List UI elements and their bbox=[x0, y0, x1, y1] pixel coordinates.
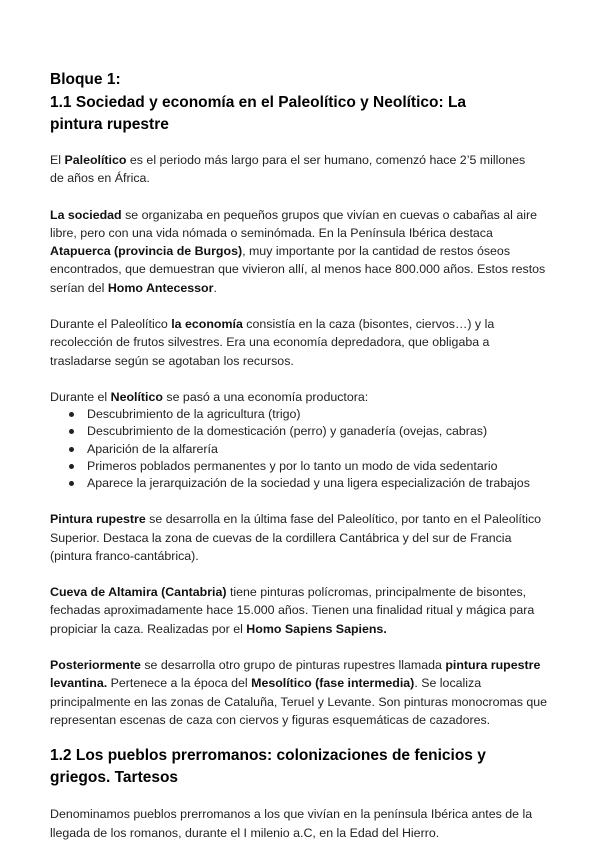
neolitico-list bbox=[50, 406, 550, 492]
list-item-text: Aparición de la alfarería bbox=[87, 441, 218, 456]
bullet-icon bbox=[69, 412, 74, 417]
bullet-icon bbox=[69, 481, 74, 486]
block-heading: Bloque 1: bbox=[50, 71, 121, 88]
text-run: se desarrolla otro grupo de pinturas rupestres llamada bbox=[140, 658, 446, 673]
bullet-icon bbox=[69, 447, 74, 452]
list-item bbox=[50, 441, 550, 458]
list-item-text: Descubrimiento de la domesticación (perro) y ganadería (ovejas, cabras) bbox=[87, 424, 488, 439]
text-run: consistía en la caza (bisontes, ciervos…) y la recolección de frutos silvestres. Era una economía depredadora, que obligaba a trasladarse según se agotaban los recursos. bbox=[50, 317, 495, 368]
text-run: Pertenece a la época del bbox=[107, 676, 252, 691]
list-item-text: Primeros poblados permanentes y por lo tanto un modo de vida sedentario bbox=[87, 458, 498, 473]
list-item-text: Aparece la jerarquización de la sociedad y una ligera especialización de trabajos bbox=[87, 476, 530, 491]
text-run: El bbox=[50, 153, 65, 167]
bold-term: Posteriormente bbox=[50, 658, 141, 673]
text-run: Durante el Paleolítico bbox=[50, 317, 172, 332]
section-2-heading: 1.2 Los pueblos prerromanos: colonizaciones de fenicios y griegos. Tartesos bbox=[50, 747, 486, 787]
text-run: . bbox=[213, 280, 217, 295]
bold-term: Homo Antecessor bbox=[107, 280, 214, 295]
bold-term: Pintura rupestre bbox=[50, 512, 146, 527]
bold-term: Cueva de Altamira (Cantabria) bbox=[50, 585, 227, 600]
list-item bbox=[50, 458, 550, 475]
paragraph-neolitico bbox=[50, 388, 550, 406]
list-item bbox=[50, 423, 550, 440]
bold-term: Neolítico bbox=[110, 389, 163, 404]
section-1-heading: 1.1 Sociedad y economía en el Paleolítico y Neolítico: La pintura rupestre bbox=[50, 94, 467, 133]
text-run: tiene pinturas polícromas, principalmente de bisontes, fechadas aproximadamente hace 15.000 años. Tienen una finalidad ritual y mágica para propiciar la caza. Realizadas por el bbox=[50, 585, 535, 636]
bold-term: Mesolítico (fase intermedia) bbox=[251, 676, 415, 691]
paragraph-pintura-rupestre bbox=[50, 510, 550, 565]
bold-term: La sociedad bbox=[50, 207, 122, 222]
bold-term: Atapuerca (provincia de Burgos) bbox=[50, 244, 243, 259]
text-run: . Se localiza principalmente en las zonas de Cataluña, Teruel y Levante. Son pinturas monocromas que representan escenas de caza con ciervos y figuras esquemáticas de cazadores. bbox=[50, 676, 548, 727]
bold-term: pintura rupestre levantina. bbox=[50, 658, 541, 691]
list-item bbox=[50, 475, 550, 492]
bullet-icon bbox=[69, 464, 74, 469]
bold-term: la economía bbox=[171, 317, 243, 332]
bold-term: Homo Sapiens Sapiens. bbox=[246, 621, 387, 636]
bold-term: Paleolítico bbox=[64, 153, 127, 167]
text-run: , muy importante por la cantidad de restos óseos encontrados, que demuestran que vivieron allí, al menos hace 800.000 años. Estos restos serían del bbox=[50, 244, 546, 295]
list-item bbox=[50, 406, 550, 423]
bullet-icon bbox=[69, 429, 74, 434]
list-item-text: Descubrimiento de la agricultura (trigo) bbox=[87, 407, 301, 422]
paragraph-prerromanos: Denominamos pueblos prerromanos a los que vivían en la península Ibérica antes de la llegada de los romanos, durante el I milenio a.C, en la Edad del Hierro. bbox=[50, 807, 533, 840]
document-content bbox=[50, 70, 550, 842]
paragraph-paleolitico bbox=[50, 151, 530, 188]
paragraph-sociedad bbox=[50, 206, 550, 297]
text-run: se pasó a una economía productora: bbox=[162, 389, 369, 404]
text-run: se desarrolla en la última fase del Paleolítico, por tanto en el Paleolítico Superior. Destaca la zona de cuevas de la cordillera Cantábrica y del sur de Francia (pintura franco-cantábrica). bbox=[50, 512, 542, 563]
paragraph-economia bbox=[50, 315, 520, 370]
paragraph-levantina bbox=[50, 656, 550, 729]
text-run: se organizaba en pequeños grupos que vivían en cuevas o cabañas al aire libre, pero con una vida nómada o seminómada. En la Península Ibérica destaca bbox=[50, 207, 538, 240]
paragraph-altamira bbox=[50, 583, 550, 638]
text-run: es el periodo más largo para el ser humano, comenzó hace 2’5 millones de años en África. bbox=[50, 153, 526, 186]
text-run: Durante el bbox=[50, 389, 111, 404]
